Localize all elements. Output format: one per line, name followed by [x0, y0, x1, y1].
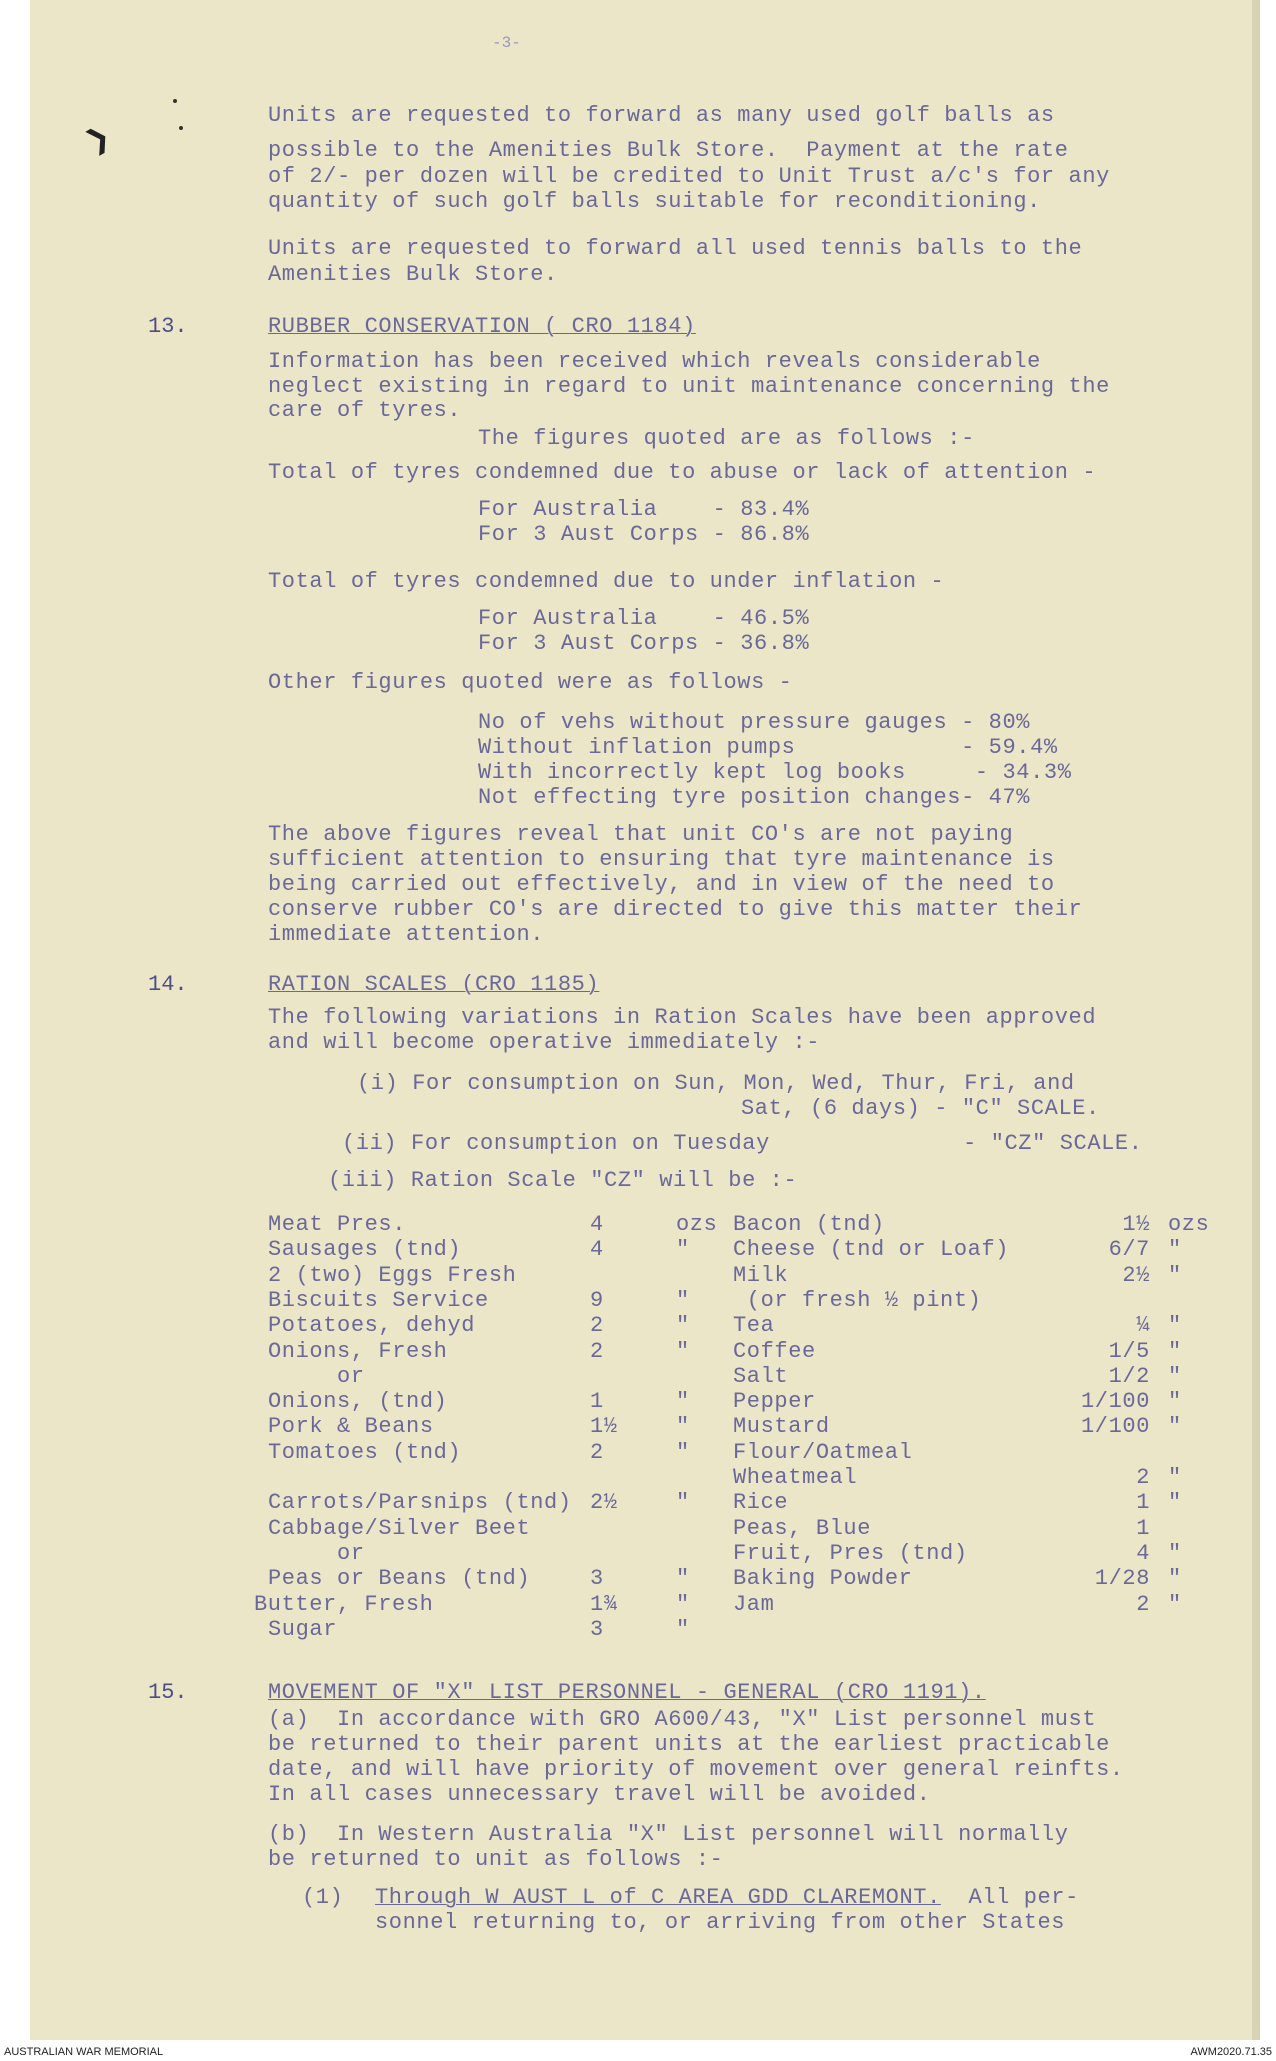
section-15-heading: MOVEMENT OF "X" LIST PERSONNEL - GENERAL (CRO 1191).	[268, 1680, 986, 1705]
s13-other-row: No of vehs without pressure gauges - 80%	[478, 710, 1031, 735]
ration-item-unit: "	[676, 1617, 690, 1642]
ration-item-name: Sugar	[268, 1617, 338, 1642]
ration-item-name: 2 (two) Eggs Fresh	[268, 1263, 517, 1288]
ration-item-unit: "	[1168, 1490, 1182, 1515]
section-15-number: 15.	[148, 1680, 188, 1705]
ration-item-name: Peas or Beans (tnd)	[268, 1566, 531, 1591]
s15-para-b-line: be returned to unit as follows :-	[268, 1847, 724, 1872]
ration-item-qty: ¼	[1136, 1313, 1150, 1338]
s14-item-i: (i) For consumption on Sun, Mon, Wed, Thur, Fri, and	[357, 1071, 1075, 1096]
ration-item-name: Milk	[733, 1263, 789, 1288]
ration-item-name: Onions, (tnd)	[268, 1389, 448, 1414]
ration-item-qty: 1/2	[1108, 1364, 1150, 1389]
ration-item-qty: 4	[590, 1237, 604, 1262]
ration-item-name: Wheatmeal	[733, 1465, 858, 1490]
ration-item-unit: "	[1168, 1566, 1182, 1591]
ration-item-qty: 4	[590, 1212, 604, 1237]
ration-item-name: Bacon (tnd)	[733, 1212, 885, 1237]
ration-item-qty: 1	[1136, 1516, 1150, 1541]
intro-line: Units are requested to forward as many used golf balls as	[268, 103, 1055, 128]
ration-item-name: Rice	[733, 1490, 789, 1515]
ration-item-qty: 1/28	[1094, 1566, 1150, 1591]
ration-item-qty: 3	[590, 1566, 604, 1591]
ration-item-qty: 2	[590, 1339, 604, 1364]
s15-para-a-line: be returned to their parent units at the earliest practicable	[268, 1732, 1110, 1757]
ration-item-unit: "	[1168, 1465, 1182, 1490]
ration-item-unit: "	[676, 1440, 690, 1465]
s15-item1-line	[375, 1885, 1079, 1911]
s15-item1-line2: sonnel returning to, or arriving from other States	[375, 1910, 1066, 1935]
ration-item-unit: ozs	[1168, 1212, 1210, 1237]
ration-item-name: Pepper	[733, 1389, 816, 1414]
ration-item-qty: 2	[1136, 1465, 1150, 1490]
s15-item1-heading: Through W AUST L of C AREA GDD CLAREMONT.	[375, 1885, 941, 1910]
ration-item-name: Butter, Fresh	[254, 1592, 434, 1617]
ink-dot	[173, 99, 177, 103]
ration-item-unit: "	[676, 1288, 690, 1313]
ration-item-name: Biscuits Service	[268, 1288, 489, 1313]
ration-item-qty: 1/5	[1108, 1339, 1150, 1364]
ink-dot	[179, 126, 183, 130]
s14-item-iii: (iii) Ration Scale "CZ" will be :-	[328, 1168, 798, 1193]
ration-item-qty: 1½	[1122, 1212, 1150, 1237]
ration-item-name: Salt	[733, 1364, 789, 1389]
ration-item-name: Sausages (tnd)	[268, 1237, 462, 1262]
s13-inflation-row: For 3 Aust Corps - 36.8%	[478, 631, 810, 656]
s13-para2-line: The above figures reveal that unit CO's are not paying	[268, 822, 1014, 847]
ration-item-qty: 1½	[590, 1414, 618, 1439]
ration-item-unit: "	[676, 1389, 690, 1414]
s15-item1-rest: All per-	[940, 1885, 1079, 1910]
ration-item-qty: 2½	[1122, 1263, 1150, 1288]
page-number: -3-	[492, 34, 521, 52]
ration-item-unit: ozs	[676, 1212, 718, 1237]
ration-item-unit: "	[1168, 1313, 1182, 1338]
ration-item-qty: 1	[590, 1389, 604, 1414]
ration-item-qty: 2	[590, 1313, 604, 1338]
ration-item-name: or	[268, 1541, 365, 1566]
archive-footer	[0, 2044, 1276, 2061]
ration-item-name: Coffee	[733, 1339, 816, 1364]
ration-item-unit: "	[676, 1237, 690, 1262]
s14-para-line: The following variations in Ration Scales have been approved	[268, 1005, 1097, 1030]
s13-other-row: Not effecting tyre position changes- 47%	[478, 785, 1031, 810]
ration-item-unit: "	[676, 1414, 690, 1439]
section-13-heading: RUBBER CONSERVATION ( CRO 1184)	[268, 314, 696, 339]
ration-item-name: Pork & Beans	[268, 1414, 434, 1439]
s13-para2-line: conserve rubber CO's are directed to give this matter their	[268, 897, 1083, 922]
ration-item-qty: 2½	[590, 1490, 618, 1515]
ration-item-unit: "	[1168, 1364, 1182, 1389]
intro-line: of 2/- per dozen will be credited to Unit Trust a/c's for any	[268, 164, 1110, 189]
s15-para-a-line: (a) In accordance with GRO A600/43, "X" List personnel must	[268, 1707, 1097, 1732]
ration-item-name: Cabbage/Silver Beet	[268, 1516, 531, 1541]
ration-item-name: Peas, Blue	[733, 1516, 872, 1541]
ration-item-name: Potatoes, dehyd	[268, 1313, 476, 1338]
ration-item-qty: 1/100	[1080, 1389, 1150, 1414]
ration-item-unit: "	[1168, 1237, 1182, 1262]
s14-para-line: and will become operative immediately :-	[268, 1030, 821, 1055]
s13-abuse-heading: Total of tyres condemned due to abuse or lack of attention -	[268, 460, 1097, 485]
s13-para-line: Information has been received which reveals considerable	[268, 349, 1041, 374]
ration-item-qty: 9	[590, 1288, 604, 1313]
s15-para-a-line: date, and will have priority of movement over general reinfts.	[268, 1757, 1124, 1782]
ration-item-name: Carrots/Parsnips (tnd)	[268, 1490, 572, 1515]
ration-item-qty: 1¾	[590, 1592, 618, 1617]
section-14-heading: RATION SCALES (CRO 1185)	[268, 972, 600, 997]
ration-item-name: (or fresh ½ pint)	[733, 1288, 982, 1313]
section-13-number: 13.	[148, 314, 188, 339]
s13-abuse-row: For Australia - 83.4%	[478, 497, 810, 522]
ink-mark: ❯	[78, 116, 121, 166]
ration-item-name: Meat Pres.	[268, 1212, 407, 1237]
ration-item-qty: 2	[590, 1440, 604, 1465]
ration-item-name: Flour/Oatmeal	[733, 1440, 913, 1465]
ration-item-name: Tea	[733, 1313, 775, 1338]
s13-para2-line: immediate attention.	[268, 922, 545, 947]
s15-para-b-line: (b) In Western Australia "X" List personnel will normally	[268, 1822, 1069, 1847]
s13-other-heading: Other figures quoted were as follows -	[268, 670, 793, 695]
s13-para-line: care of tyres.	[268, 398, 462, 423]
ration-item-qty: 1/100	[1080, 1414, 1150, 1439]
ration-item-qty: 2	[1136, 1592, 1150, 1617]
ration-item-name: Baking Powder	[733, 1566, 913, 1591]
footer-left: AUSTRALIAN WAR MEMORIAL	[4, 2046, 164, 2058]
ration-item-unit: "	[1168, 1339, 1182, 1364]
ration-item-qty: 3	[590, 1617, 604, 1642]
ration-item-unit: "	[676, 1490, 690, 1515]
ration-item-unit: "	[676, 1339, 690, 1364]
ration-item-name: Onions, Fresh	[268, 1339, 448, 1364]
s15-item1-number: (1)	[302, 1885, 344, 1910]
ration-item-unit: "	[1168, 1263, 1182, 1288]
page-edge	[1252, 0, 1260, 2040]
ration-item-name: Tomatoes (tnd)	[268, 1440, 462, 1465]
ration-item-name: Jam	[733, 1592, 775, 1617]
intro-line: possible to the Amenities Bulk Store. Payment at the rate	[268, 138, 1069, 163]
ration-item-name: or	[268, 1364, 365, 1389]
s14-item-i-cont: Sat, (6 days) - "C" SCALE.	[741, 1096, 1100, 1121]
section-14-number: 14.	[148, 972, 188, 997]
ration-item-unit: "	[1168, 1592, 1182, 1617]
intro-line: Units are requested to forward all used tennis balls to the	[268, 236, 1083, 261]
s13-other-row: With incorrectly kept log books - 34.3%	[478, 760, 1072, 785]
s13-para-line: neglect existing in regard to unit maintenance concerning the	[268, 374, 1110, 399]
s13-figures-intro: The figures quoted are as follows :-	[478, 426, 975, 451]
ration-item-qty: 6/7	[1108, 1237, 1150, 1262]
ration-item-unit: "	[676, 1592, 690, 1617]
ration-item-unit: "	[1168, 1389, 1182, 1414]
s14-item-ii: (ii) For consumption on Tuesday - "CZ" SCALE.	[342, 1131, 1143, 1156]
ration-item-qty: 1	[1136, 1490, 1150, 1515]
ration-item-qty: 4	[1136, 1541, 1150, 1566]
s13-inflation-row: For Australia - 46.5%	[478, 606, 810, 631]
s13-inflation-heading: Total of tyres condemned due to under inflation -	[268, 569, 945, 594]
s13-other-row: Without inflation pumps - 59.4%	[478, 735, 1058, 760]
intro-line: Amenities Bulk Store.	[268, 262, 558, 287]
s13-para2-line: being carried out effectively, and in view of the need to	[268, 872, 1055, 897]
ration-item-unit: "	[1168, 1414, 1182, 1439]
s15-para-a-line: In all cases unnecessary travel will be avoided.	[268, 1782, 931, 1807]
ration-item-name: Mustard	[733, 1414, 830, 1439]
s13-abuse-row: For 3 Aust Corps - 86.8%	[478, 522, 810, 547]
ration-item-name: Fruit, Pres (tnd)	[733, 1541, 968, 1566]
ration-item-unit: "	[676, 1313, 690, 1338]
ration-item-unit: "	[1168, 1541, 1182, 1566]
footer-right: AWM2020.71.35	[1190, 2046, 1272, 2058]
ration-item-unit: "	[676, 1566, 690, 1591]
s13-para2-line: sufficient attention to ensuring that tyre maintenance is	[268, 847, 1055, 872]
intro-line: quantity of such golf balls suitable for reconditioning.	[268, 189, 1041, 214]
ration-item-name: Cheese (tnd or Loaf)	[733, 1237, 1010, 1262]
